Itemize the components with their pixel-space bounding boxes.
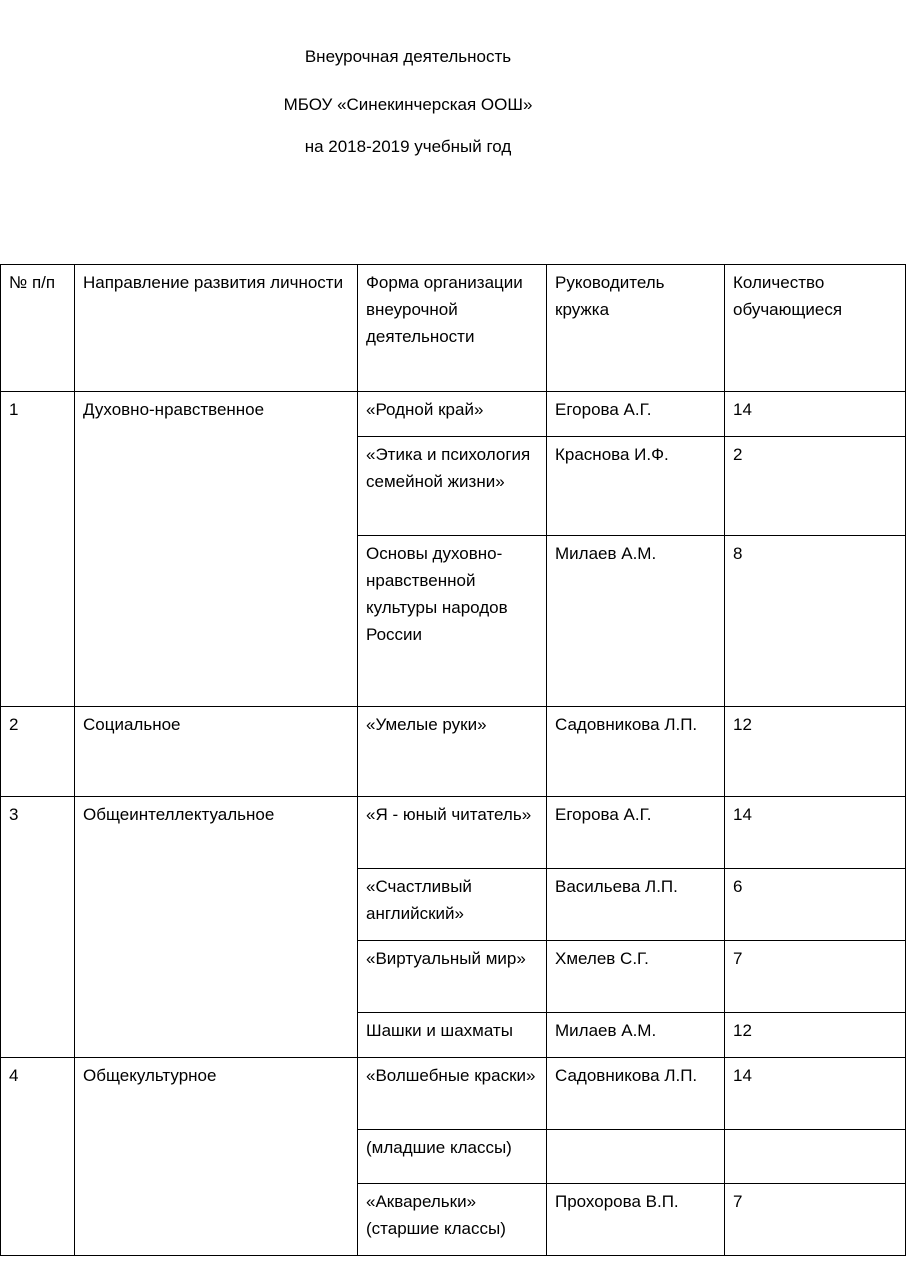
- header-form: Форма организации внеурочной деятельности: [358, 265, 547, 392]
- header-leader: Руководитель кружка: [547, 265, 725, 392]
- group-number: 3: [1, 797, 75, 1058]
- leader-cell: Егорова А.Г.: [547, 392, 725, 437]
- leader-cell: Краснова И.Ф.: [547, 437, 725, 536]
- table-row: [1, 392, 906, 437]
- table-row: [1, 707, 906, 797]
- group-number: 4: [1, 1058, 75, 1256]
- table-row: [1, 797, 906, 869]
- count-cell: 14: [725, 392, 906, 437]
- header-direction: Направление развития личности: [75, 265, 358, 392]
- count-cell: 12: [725, 707, 906, 797]
- form-cell: «Я - юный читатель»: [358, 797, 547, 869]
- count-cell: 8: [725, 536, 906, 707]
- leader-cell: [547, 1130, 725, 1184]
- count-cell: 7: [725, 1184, 906, 1256]
- form-cell: Шашки и шахматы: [358, 1013, 547, 1058]
- count-cell: 2: [725, 437, 906, 536]
- count-cell: 14: [725, 797, 906, 869]
- count-cell: [725, 1130, 906, 1184]
- leader-cell: Милаев А.М.: [547, 536, 725, 707]
- school-year: на 2018-2019 учебный год: [304, 137, 512, 156]
- document-title: Внеурочная деятельность: [304, 47, 512, 66]
- count-cell: 7: [725, 941, 906, 1013]
- form-cell: (младшие классы): [358, 1130, 547, 1184]
- group-direction: Духовно-нравственное: [75, 392, 358, 707]
- group-direction: Общеинтеллектуальное: [75, 797, 358, 1058]
- form-cell: «Волшебные краски»: [358, 1058, 547, 1130]
- count-cell: 6: [725, 869, 906, 941]
- leader-cell: Васильева Л.П.: [547, 869, 725, 941]
- group-number: 2: [1, 707, 75, 797]
- header-num: № п/п: [1, 265, 75, 392]
- form-cell: «Родной край»: [358, 392, 547, 437]
- count-cell: 12: [725, 1013, 906, 1058]
- table-row: [1, 1058, 906, 1130]
- leader-cell: Садовникова Л.П.: [547, 1058, 725, 1130]
- header-count: Количество обучающиеся: [725, 265, 906, 392]
- leader-cell: Милаев А.М.: [547, 1013, 725, 1058]
- table-header-row: [1, 265, 906, 392]
- form-cell: «Виртуальный мир»: [358, 941, 547, 1013]
- leader-cell: Хмелев С.Г.: [547, 941, 725, 1013]
- leader-cell: Егорова А.Г.: [547, 797, 725, 869]
- school-name: МБОУ «Синекинчерская ООШ»: [283, 95, 533, 114]
- form-cell: «Акварельки» (старшие классы): [358, 1184, 547, 1256]
- group-number: 1: [1, 392, 75, 707]
- leader-cell: Прохорова В.П.: [547, 1184, 725, 1256]
- count-cell: 14: [725, 1058, 906, 1130]
- form-cell: «Этика и психология семейной жизни»: [358, 437, 547, 536]
- form-cell: «Умелые руки»: [358, 707, 547, 797]
- form-cell: Основы духовно-нравственной культуры народов России: [358, 536, 547, 707]
- form-cell: «Счастливый английский»: [358, 869, 547, 941]
- group-direction: Социальное: [75, 707, 358, 797]
- activities-table: [0, 264, 906, 1256]
- leader-cell: Садовникова Л.П.: [547, 707, 725, 797]
- group-direction: Общекультурное: [75, 1058, 358, 1256]
